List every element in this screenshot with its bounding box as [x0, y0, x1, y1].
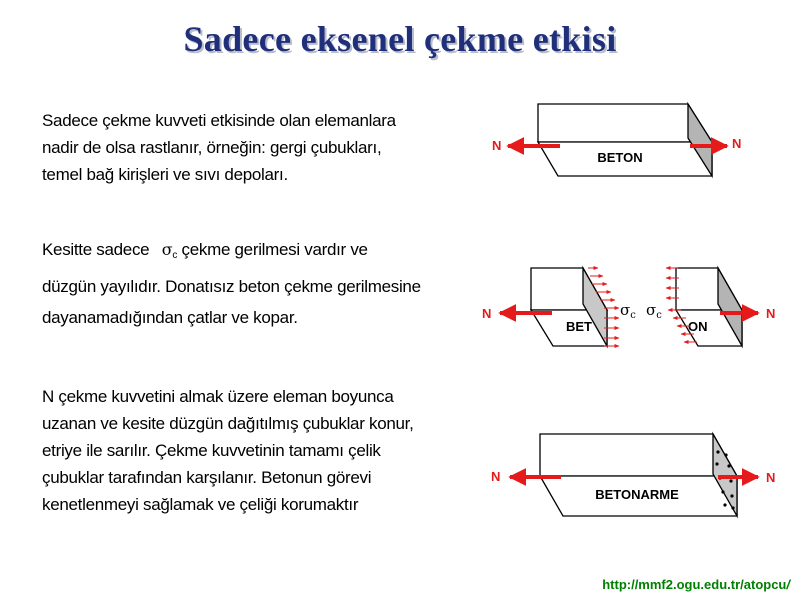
force-label-right: N	[732, 136, 742, 151]
paragraph-2-line-3: dayanamadığından çatlar ve kopar.	[42, 308, 298, 327]
paragraph-1-line: temel bağ kirişleri ve sıvı depoları.	[42, 165, 288, 184]
paragraph-2-text: Kesitte sadece	[42, 240, 150, 259]
slide-title: Sadece eksenel çekme etkisi	[183, 19, 617, 59]
figure-beton	[492, 104, 741, 176]
paragraph-3-line: uzanan ve kesite düzgün dağıtılmış çubuklar konur,	[42, 414, 414, 433]
paragraph-2-text: çekme gerilmesi vardır ve	[181, 240, 368, 259]
beam-label: BETONARME	[595, 487, 679, 502]
force-label-left: N	[482, 306, 492, 321]
beam-top-face	[538, 104, 712, 142]
sigma-label-left: $\sigma_c$	[620, 301, 636, 321]
footer-url-slash: /	[786, 577, 790, 592]
force-label-left: N	[491, 469, 501, 484]
paragraph-1-line: Sadece çekme kuvveti etkisinde olan elemanlara	[42, 111, 396, 130]
right-piece-label: ON	[688, 319, 708, 334]
sigma-label-right: $\sigma_c$	[646, 301, 662, 321]
paragraph-3-line: etriye ile sarılır. Çekme kuvvetinin tamamı çelik	[42, 441, 381, 460]
paragraph-3-line: kenetlenmeyi sağlamak ve çeliği korumaktır	[42, 495, 359, 514]
force-label-left: N	[492, 138, 502, 153]
force-label-right: N	[766, 306, 776, 321]
paragraph-2-line-2: düzgün yayılıdır. Donatısız beton çekme gerilmesine	[42, 277, 421, 296]
paragraph-3-line: çubuklar tarafından karşılanır. Betonun görevi	[42, 468, 372, 487]
beam-label: BETON	[597, 150, 643, 165]
sigma-subscript: c	[172, 250, 178, 261]
beam-top-face	[540, 434, 737, 476]
footer-url-text[interactable]: http://mmf2.ogu.edu.tr/atopcu	[602, 577, 787, 592]
footer-url[interactable]	[602, 577, 790, 592]
figure-betonarme	[491, 434, 775, 516]
figure-cracked-beton	[482, 268, 775, 346]
sigma-symbol: σ	[161, 240, 173, 259]
force-label-right: N	[766, 470, 776, 485]
left-piece-label: BET	[566, 319, 592, 334]
paragraph-1-line: nadir de olsa rastlanır, örneğin: gergi çubukları,	[42, 138, 382, 157]
paragraph-3-line: N çekme kuvvetini almak üzere eleman boyunca	[42, 387, 394, 406]
